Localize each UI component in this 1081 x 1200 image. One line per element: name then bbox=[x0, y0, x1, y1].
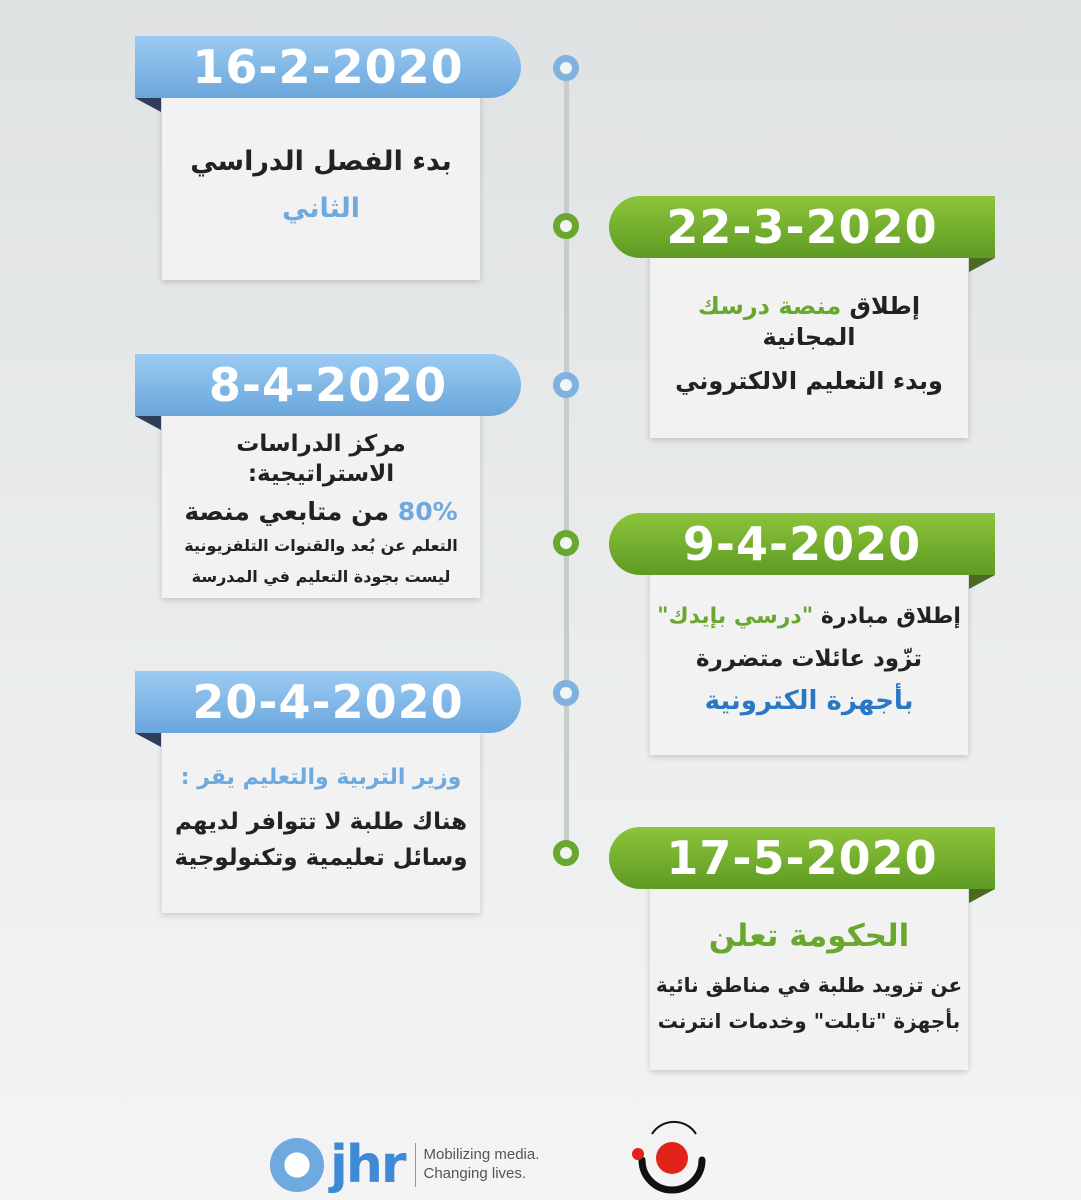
event-5-date-banner: 20-4-2020 bbox=[135, 671, 521, 733]
amman-net-logo bbox=[622, 1120, 722, 1195]
amman-net-logo-icon bbox=[622, 1120, 722, 1195]
event-2-line-2: وبدء التعليم الالكتروني bbox=[675, 366, 943, 395]
event-3-line-2: 80% من متابعي منصة bbox=[184, 496, 458, 526]
event-card-5 bbox=[162, 725, 480, 913]
event-1-banner-fold bbox=[135, 98, 161, 112]
event-6-line-3: بأجهزة "تابلت" وخدمات انترنت bbox=[657, 1009, 961, 1034]
event-4-banner-fold bbox=[969, 575, 995, 589]
event-4-line-2: تزّود عائلات متضررة bbox=[695, 646, 923, 673]
event-4-line-1: إطلاق مبادرة "درسي بإيدك" bbox=[657, 603, 961, 629]
event-4-line-3: بأجهزة الكترونية bbox=[704, 686, 914, 717]
timeline-axis bbox=[564, 70, 569, 860]
event-3-banner-fold bbox=[135, 416, 161, 430]
timeline-dot-4 bbox=[553, 530, 579, 556]
event-2-line-1: إطلاق منصة درسك المجانية bbox=[697, 292, 921, 352]
jhr-divider bbox=[415, 1143, 416, 1187]
jhr-logo bbox=[270, 1135, 570, 1195]
event-1-line-1: بدء الفصل الدراسي bbox=[190, 145, 452, 177]
event-6-line-2: عن تزويد طلبة في مناطق نائية bbox=[655, 973, 963, 998]
event-2-date-banner: 22-3-2020 bbox=[609, 196, 995, 258]
event-5-banner-fold bbox=[135, 733, 161, 747]
event-6-date-banner: 17-5-2020 bbox=[609, 827, 995, 889]
event-1-line-2: الثاني bbox=[282, 193, 361, 224]
event-4-date-banner: 9-4-2020 bbox=[609, 513, 995, 575]
event-card-4 bbox=[650, 567, 968, 755]
timeline-dot-1 bbox=[553, 55, 579, 81]
event-6-banner-fold bbox=[969, 889, 995, 903]
event-1-date-banner: 16-2-2020 bbox=[135, 36, 521, 98]
event-card-6 bbox=[650, 880, 968, 1070]
event-card-3 bbox=[162, 410, 480, 598]
event-3-line-4: ليست بجودة التعليم في المدرسة bbox=[191, 567, 451, 587]
event-card-2 bbox=[650, 250, 968, 438]
timeline-dot-2 bbox=[553, 213, 579, 239]
event-5-line-2: هناك طلبة لا تتوافر لديهم bbox=[174, 809, 468, 836]
event-3-line-1: مركز الدراسات الاستراتيجية: bbox=[236, 431, 406, 487]
event-3-date-banner: 8-4-2020 bbox=[135, 354, 521, 416]
event-5-line-1: وزير التربية والتعليم يقر : bbox=[180, 764, 462, 790]
timeline-dot-6 bbox=[553, 840, 579, 866]
event-card-1 bbox=[162, 90, 480, 280]
globe-icon bbox=[270, 1138, 324, 1192]
timeline-dot-3 bbox=[553, 372, 579, 398]
event-3-line-3: التعلم عن بُعد والقنوات التلفزيونية bbox=[184, 536, 458, 556]
event-6-line-1: الحكومة تعلن bbox=[708, 917, 910, 954]
jhr-logo-text: jhr bbox=[330, 1135, 405, 1195]
event-5-line-3: وسائل تعليمية وتكنولوجية bbox=[174, 845, 468, 872]
timeline-dot-5 bbox=[553, 680, 579, 706]
event-2-banner-fold bbox=[969, 258, 995, 272]
jhr-tagline: Mobilizing media. Changing lives. bbox=[423, 1146, 540, 1182]
